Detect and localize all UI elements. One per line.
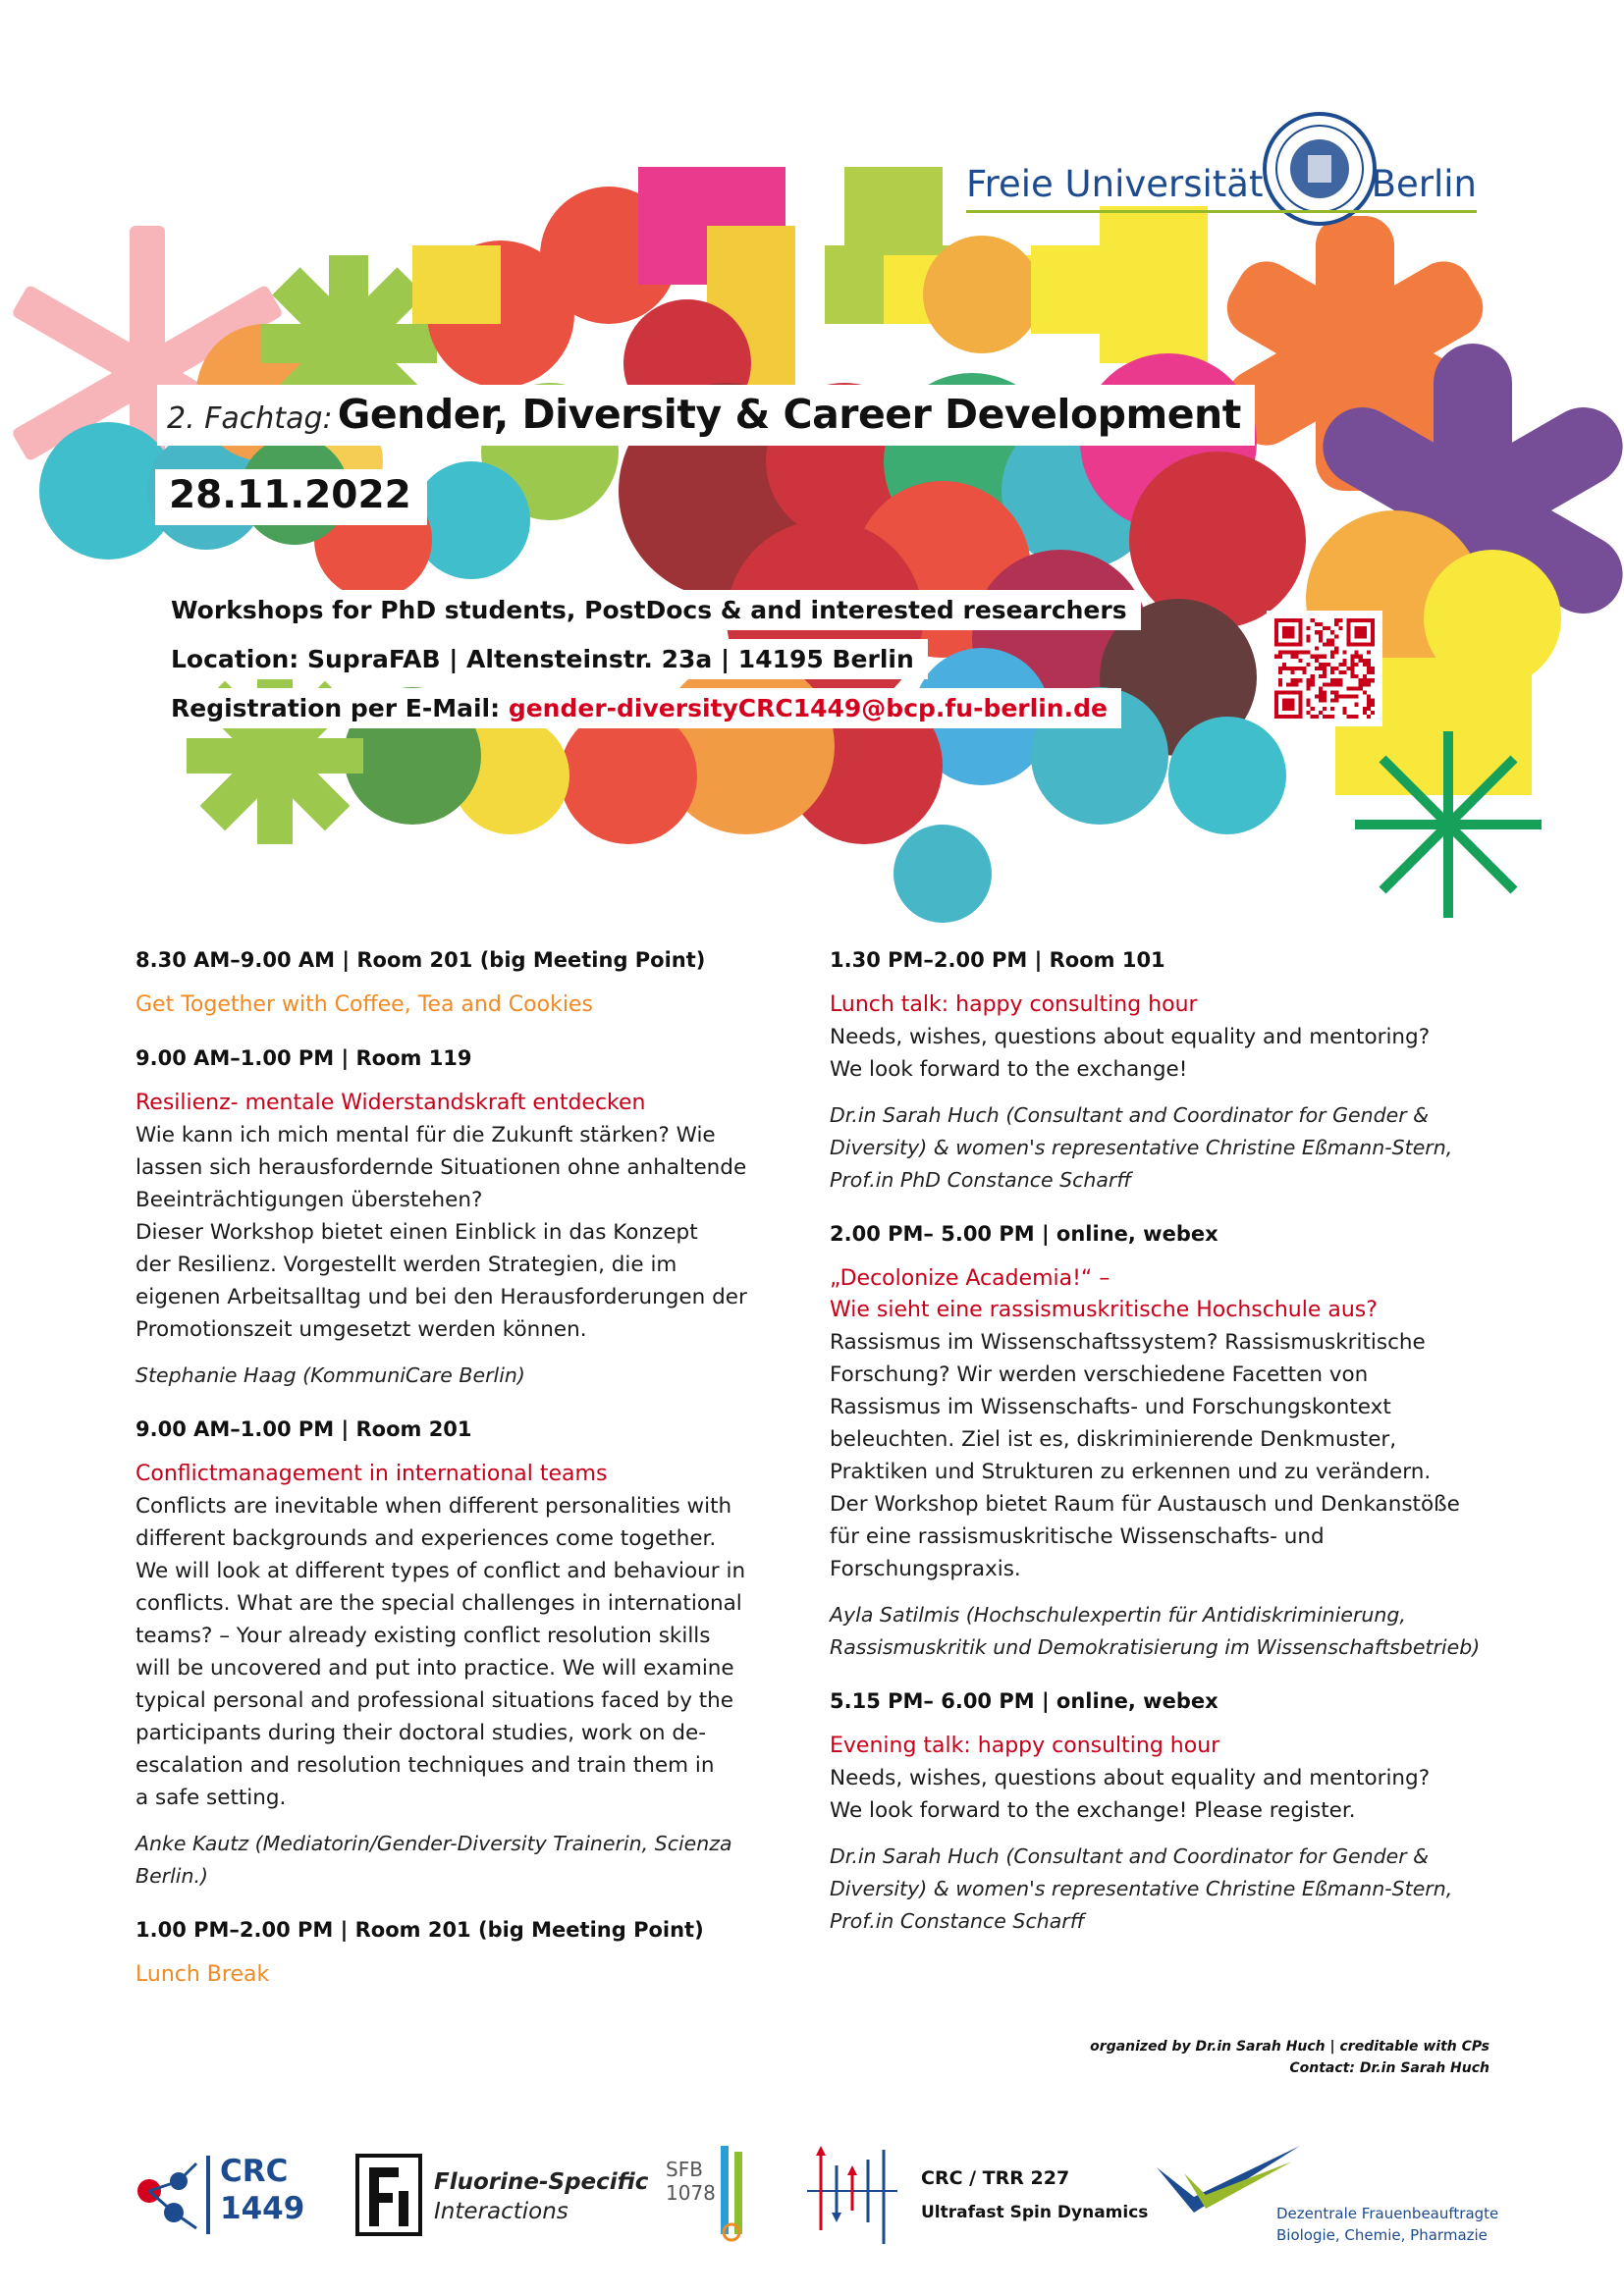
speaker-line: Ayla Satilmis (Hochschulexpertin für Antidiskriminierung,	[830, 1603, 1406, 1627]
organizer-note	[1090, 2036, 1489, 2079]
session-time: 9.00 AM–1.00 PM | Room 201	[135, 1417, 472, 1441]
trr-line2: Ultrafast Spin Dynamics	[921, 2203, 1149, 2222]
contact-line: Contact: Dr.in Sarah Huch	[1289, 2060, 1489, 2076]
fluorine-f-icon	[355, 2152, 424, 2240]
session-description-line: Beeinträchtigungen überstehen?	[135, 1188, 483, 1212]
session-description-line: für eine rassismuskritische Wissenschafts- und	[830, 1524, 1325, 1549]
green-line-asterisk-shape	[1355, 731, 1542, 918]
session-description-line: Forschung? Wir werden verschiedene Facetten von	[830, 1362, 1369, 1387]
session-speaker	[135, 1360, 784, 1392]
speaker-line: Prof.in Constance Scharff	[830, 1909, 1085, 1933]
session-time: 9.00 AM–1.00 PM | Room 119	[135, 1046, 472, 1070]
info-registration	[157, 688, 1121, 728]
sfb1078-logo	[666, 2142, 764, 2250]
speaker-line: Anke Kautz (Mediatorin/Gender-Diversity Trainerin, Scienza	[135, 1832, 732, 1855]
session-description-line: der Resilienz. Vorgestellt werden Strategien, die im	[135, 1253, 677, 1277]
event-date: 28.11.2022	[155, 469, 427, 525]
left-column	[135, 948, 784, 2016]
right-column	[830, 948, 1481, 1963]
session-time: 1.00 PM–2.00 PM | Room 201 (big Meeting Point)	[135, 1918, 704, 1942]
session-description-line: eigenen Arbeitsalltag und bei den Herausforderungen der	[135, 1285, 747, 1309]
speaker-line: Dr.in Sarah Huch (Consultant and Coordinator for Gender &	[830, 1844, 1430, 1868]
registration-email-link[interactable]: gender-diversityCRC1449@bcp.fu-berlin.de	[508, 694, 1108, 722]
session-speaker	[830, 1841, 1478, 1938]
session-description-line: Promotionszeit umgesetzt werden können.	[135, 1317, 587, 1342]
session-description-line: Rassismus im Wissenschafts- und Forschungskontext	[830, 1395, 1391, 1419]
sfb-bar-icon	[715, 2146, 754, 2244]
university-name-left: Freie Universität	[966, 163, 1264, 205]
session-title: Resilienz- mentale Widerstandskraft entdecken	[135, 1091, 646, 1115]
session-description-line: Conflicts are inevitable when different personalities with	[135, 1494, 732, 1519]
fluorine-line1: Fluorine-Specific	[434, 2169, 649, 2195]
event-title	[157, 385, 1255, 446]
session-block	[830, 1689, 1478, 1938]
trr-line1: CRC / TRR 227	[921, 2167, 1070, 2189]
session-description-line: Needs, wishes, questions about equality and mentoring?	[830, 1025, 1431, 1049]
colorful-banner	[0, 167, 1624, 923]
sfb-line1: SFB	[666, 2158, 703, 2181]
speaker-line: Dr.in Sarah Huch (Consultant and Coordinator for Gender &	[830, 1103, 1430, 1127]
session-time: 8.30 AM–9.00 AM | Room 201 (big Meeting Point)	[135, 948, 706, 972]
session-time: 2.00 PM– 5.00 PM | online, webex	[830, 1222, 1218, 1246]
session-description-line: We will look at different types of conflict and behaviour in	[135, 1559, 746, 1583]
session-title: Wie sieht eine rassismuskritische Hochschule aus?	[830, 1298, 1378, 1322]
session-title: Lunch talk: happy consulting hour	[830, 992, 1198, 1017]
speaker-line: Rassismuskritik und Demokratisierung im Wissenschaftsbetrieb)	[830, 1635, 1481, 1659]
fluorine-specific-logo	[355, 2142, 649, 2250]
speaker-line: Diversity) & women's representative Christine Eßmann-Stern,	[830, 1877, 1453, 1900]
session-description-line: different backgrounds and experiences come together.	[135, 1526, 717, 1551]
session-title: Get Together with Coffee, Tea and Cookies	[135, 992, 593, 1017]
info-location: Location: SupraFAB | Altensteinstr. 23a | 14195 Berlin	[157, 639, 928, 679]
session-description-line: typical personal and professional situations faced by the	[135, 1688, 734, 1713]
title-main: Gender, Diversity & Career Development	[337, 391, 1241, 438]
session-description-line: Rassismus im Wissenschaftssystem? Rassismuskritische	[830, 1330, 1426, 1355]
session-title: Conflictmanagement in international teams	[135, 1462, 608, 1486]
dfb-line1: Dezentrale Frauenbeauftragte	[1276, 2205, 1499, 2222]
crc1449-line2: 1449	[220, 2191, 305, 2226]
session-block	[135, 1918, 784, 1991]
fluorine-line2: Interactions	[434, 2199, 568, 2224]
session-description-line: Der Workshop bietet Raum für Austausch und Denkanstöße	[830, 1492, 1460, 1517]
session-description-line: Forschungspraxis.	[830, 1557, 1021, 1581]
info-workshops: Workshops for PhD students, PostDocs & and interested researchers	[157, 590, 1141, 630]
spin-arrows-icon	[803, 2142, 901, 2250]
session-description-line: Needs, wishes, questions about equality and mentoring?	[830, 1766, 1431, 1790]
session-description-line: Wie kann ich mich mental für die Zukunft stärken? Wie	[135, 1123, 716, 1148]
organizer-line: organized by Dr.in Sarah Huch | creditable with CPs	[1090, 2039, 1489, 2055]
molecule-icon	[130, 2152, 208, 2240]
session-speaker	[135, 1828, 784, 1893]
crc1449-logo	[130, 2142, 316, 2250]
session-block	[830, 948, 1478, 1197]
session-time: 5.15 PM– 6.00 PM | online, webex	[830, 1689, 1218, 1713]
session-description-line: beleuchten. Ziel ist es, diskriminierende Denkmuster,	[830, 1427, 1397, 1452]
session-description-line: We look forward to the exchange! Please register.	[830, 1798, 1356, 1823]
crc-trr227-logo	[803, 2142, 1157, 2250]
speaker-line: Berlin.)	[135, 1864, 209, 1888]
session-description-line: conflicts. What are the special challenges in international	[135, 1591, 742, 1616]
fu-berlin-logo	[966, 110, 1477, 228]
session-block	[135, 1417, 784, 1893]
speaker-line: Prof.in PhD Constance Scharff	[830, 1168, 1132, 1192]
session-title: Evening talk: happy consulting hour	[830, 1734, 1220, 1758]
dfb-line2: Biologie, Chemie, Pharmazie	[1276, 2226, 1488, 2244]
session-description-line: escalation and resolution techniques and train them in	[135, 1753, 715, 1778]
session-description-line: teams? – Your already existing conflict resolution skills	[135, 1624, 711, 1648]
session-description-line: Dieser Workshop bietet einen Einblick in das Konzept	[135, 1220, 698, 1245]
session-block	[830, 1222, 1481, 1664]
crc1449-line1: CRC	[220, 2154, 289, 2189]
session-description-line: participants during their doctoral studies, work on de-	[135, 1721, 707, 1745]
session-block	[135, 1046, 784, 1392]
qr-code-icon[interactable]	[1267, 611, 1382, 726]
title-prefix: 2. Fachtag:	[167, 401, 333, 436]
speaker-line: Stephanie Haag (KommuniCare Berlin)	[135, 1363, 525, 1387]
registration-label: Registration per E-Mail:	[171, 694, 509, 722]
sfb-line2: 1078	[666, 2181, 716, 2205]
university-name-right: Berlin	[1371, 163, 1477, 205]
session-description-line: Praktiken und Strukturen zu erkennen und zu verändern.	[830, 1460, 1432, 1484]
session-time: 1.30 PM–2.00 PM | Room 101	[830, 948, 1165, 972]
session-title: Lunch Break	[135, 1962, 270, 1987]
session-description-line: a safe setting.	[135, 1786, 287, 1810]
logo-underline	[966, 210, 1477, 213]
dezentrale-frauenbeauftragte-logo	[1155, 2142, 1508, 2250]
speaker-line: Diversity) & women's representative Christine Eßmann-Stern,	[830, 1136, 1453, 1159]
session-title: „Decolonize Academia!“ –	[830, 1266, 1110, 1291]
session-description-line: will be uncovered and put into practice. We will examine	[135, 1656, 734, 1681]
session-speaker	[830, 1099, 1478, 1197]
session-block	[135, 948, 784, 1021]
session-speaker	[830, 1599, 1481, 1664]
session-description-line: lassen sich herausfordernde Situationen ohne anhaltende	[135, 1155, 747, 1180]
session-description-line: We look forward to the exchange!	[830, 1057, 1188, 1082]
